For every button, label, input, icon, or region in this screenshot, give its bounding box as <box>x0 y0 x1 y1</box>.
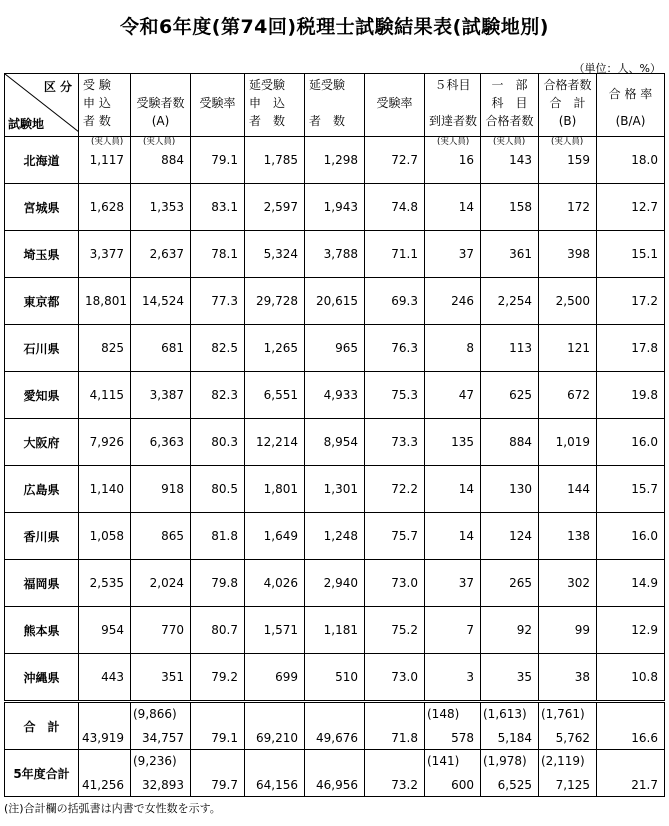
passers-cell: 1,019 <box>539 419 597 466</box>
pref-cell: 東京都 <box>5 278 79 325</box>
partial-cell: 884 <box>481 419 539 466</box>
total-applications-cell: 2,597 <box>245 184 305 231</box>
actual-label: (実人員) <box>437 137 470 147</box>
table-row <box>5 372 665 419</box>
table-row <box>5 419 665 466</box>
total-exam-rate-cell: 72.7 <box>365 137 425 184</box>
passers-cell: 138 <box>539 513 597 560</box>
exam-rate-cell: 80.5 <box>191 466 245 513</box>
exam-rate-cell: 79.8 <box>191 560 245 607</box>
pass-rate-cell: 19.8 <box>597 372 665 419</box>
passers-cell: (2,119) 7,125 <box>539 750 597 797</box>
total-examinees-cell: 2,940 <box>305 560 365 607</box>
total-examinees-cell: 8,954 <box>305 419 365 466</box>
passers-cell: 99 <box>539 607 597 654</box>
five-subjects-cell: 14 <box>425 466 481 513</box>
partial-cell: 35 <box>481 654 539 702</box>
five-subjects-cell: 47 <box>425 372 481 419</box>
applicants-cell: 4,115 <box>79 372 131 419</box>
partial-cell: 158 <box>481 184 539 231</box>
pass-rate-cell: 15.7 <box>597 466 665 513</box>
passers-cell: 121 <box>539 325 597 372</box>
header-passers: 合格者数 合 計 (B) <box>539 74 597 137</box>
total-applications-cell: 1,785 <box>245 137 305 184</box>
five-subjects-cell: 3 <box>425 654 481 702</box>
exam-rate-cell: 80.3 <box>191 419 245 466</box>
five-subjects-cell: 37 <box>425 231 481 278</box>
header-examinees: 受験者数 (A) <box>131 74 191 137</box>
header-row <box>5 74 665 137</box>
total-exam-rate-cell: 73.0 <box>365 654 425 702</box>
header-pass-rate: 合 格 率 (B/A) <box>597 74 665 137</box>
female-count: (9,866) <box>133 707 177 721</box>
total-applications-cell: 64,156 <box>245 750 305 797</box>
five-subjects-cell: 37 <box>425 560 481 607</box>
examinees-cell: 681 <box>131 325 191 372</box>
actual-label: (実人員) <box>493 137 526 147</box>
female-count: (141) <box>427 754 460 768</box>
female-count: (1,978) <box>483 754 527 768</box>
passers-cell: 2,500 <box>539 278 597 325</box>
pass-rate-cell: 16.0 <box>597 513 665 560</box>
total-examinees-cell: 46,956 <box>305 750 365 797</box>
examinees-cell: 918 <box>131 466 191 513</box>
header-total-examinees: 延受験 者 数 <box>305 74 365 137</box>
examinees-cell: 6,363 <box>131 419 191 466</box>
total-label: 合 計 <box>5 702 79 750</box>
passers-cell: 38 <box>539 654 597 702</box>
pass-rate-cell: 17.8 <box>597 325 665 372</box>
partial-cell: 625 <box>481 372 539 419</box>
applicants-cell: 18,801 <box>79 278 131 325</box>
pass-rate-cell: 16.6 <box>597 702 665 750</box>
female-count: (9,236) <box>133 754 177 768</box>
passers-cell: 672 <box>539 372 597 419</box>
pass-rate-cell: 12.7 <box>597 184 665 231</box>
pref-cell: 石川県 <box>5 325 79 372</box>
partial-cell: 2,254 <box>481 278 539 325</box>
exam-rate-cell: 83.1 <box>191 184 245 231</box>
examinees-cell: 2,637 <box>131 231 191 278</box>
total-examinees-cell: 1,298 <box>305 137 365 184</box>
female-count: (1,613) <box>483 707 527 721</box>
pref-cell: 北海道 <box>5 137 79 184</box>
five-subjects-cell: 7 <box>425 607 481 654</box>
partial-cell: (1,613) 5,184 <box>481 702 539 750</box>
five-subjects-cell: (141) 600 <box>425 750 481 797</box>
applicants-cell: 1,058 <box>79 513 131 560</box>
results-table <box>4 73 665 797</box>
total-examinees-cell: 49,676 <box>305 702 365 750</box>
actual-label: (実人員) <box>91 137 124 147</box>
total-exam-rate-cell: 75.2 <box>365 607 425 654</box>
corner-header <box>5 74 79 137</box>
passers-cell: 398 <box>539 231 597 278</box>
five-subjects-cell: (148) 578 <box>425 702 481 750</box>
exam-rate-cell: 79.2 <box>191 654 245 702</box>
applicants-cell: 3,377 <box>79 231 131 278</box>
applicants-cell: 954 <box>79 607 131 654</box>
header-exam-rate: 受験率 <box>191 74 245 137</box>
actual-label: (実人員) <box>143 137 176 147</box>
unit-label: （単位：人、%） <box>573 62 661 75</box>
total-applications-cell: 4,026 <box>245 560 305 607</box>
table-row <box>5 325 665 372</box>
header-total-applications: 延受験 申 込 者 数 <box>245 74 305 137</box>
partial-cell: (実人員) 143 <box>481 137 539 184</box>
pass-rate-cell: 16.0 <box>597 419 665 466</box>
table-row <box>5 231 665 278</box>
pref-cell: 熊本県 <box>5 607 79 654</box>
pass-rate-cell: 10.8 <box>597 654 665 702</box>
total-applications-cell: 29,728 <box>245 278 305 325</box>
five-subjects-cell: (実人員) 16 <box>425 137 481 184</box>
pass-rate-cell: 14.9 <box>597 560 665 607</box>
total-row <box>5 702 665 750</box>
examinees-cell: 3,387 <box>131 372 191 419</box>
exam-rate-cell: 77.3 <box>191 278 245 325</box>
applicants-cell: 1,628 <box>79 184 131 231</box>
total-exam-rate-cell: 73.3 <box>365 419 425 466</box>
total-applications-cell: 69,210 <box>245 702 305 750</box>
partial-cell: 130 <box>481 466 539 513</box>
partial-cell: 92 <box>481 607 539 654</box>
applicants-cell: 2,535 <box>79 560 131 607</box>
header-total-exam-rate: 受験率 <box>365 74 425 137</box>
table-row <box>5 654 665 702</box>
pass-rate-cell: 18.0 <box>597 137 665 184</box>
partial-cell: 361 <box>481 231 539 278</box>
total-examinees-cell: 1,248 <box>305 513 365 560</box>
table-row <box>5 607 665 654</box>
passers-cell: 302 <box>539 560 597 607</box>
total-applications-cell: 1,649 <box>245 513 305 560</box>
applicants-cell: 7,926 <box>79 419 131 466</box>
examinees-cell: 2,024 <box>131 560 191 607</box>
five-subjects-cell: 8 <box>425 325 481 372</box>
pref-cell: 宮城県 <box>5 184 79 231</box>
applicants-cell: 1,140 <box>79 466 131 513</box>
pref-cell: 福岡県 <box>5 560 79 607</box>
five-subjects-cell: 14 <box>425 513 481 560</box>
total-exam-rate-cell: 76.3 <box>365 325 425 372</box>
exam-rate-cell: 78.1 <box>191 231 245 278</box>
pass-rate-cell: 21.7 <box>597 750 665 797</box>
table-row <box>5 513 665 560</box>
pass-rate-cell: 15.1 <box>597 231 665 278</box>
examinees-cell: 351 <box>131 654 191 702</box>
total-examinees-cell: 3,788 <box>305 231 365 278</box>
applicants-cell: (実人員) 1,117 <box>79 137 131 184</box>
total-examinees-cell: 4,933 <box>305 372 365 419</box>
five-subjects-cell: 246 <box>425 278 481 325</box>
total-examinees-cell: 1,943 <box>305 184 365 231</box>
examinees-cell: (実人員) 884 <box>131 137 191 184</box>
five-subjects-cell: 135 <box>425 419 481 466</box>
partial-cell: (1,978) 6,525 <box>481 750 539 797</box>
table-row <box>5 278 665 325</box>
total-applications-cell: 1,801 <box>245 466 305 513</box>
applicants-cell: 43,919 <box>79 702 131 750</box>
examinees-cell: 865 <box>131 513 191 560</box>
header-partial-subjects: 一 部 科 目 合格者数 <box>481 74 539 137</box>
pass-rate-cell: 17.2 <box>597 278 665 325</box>
corner-bottom-label: 試験地 <box>8 117 45 131</box>
passers-cell: 144 <box>539 466 597 513</box>
examinees-cell: (9,236) 32,893 <box>131 750 191 797</box>
pref-cell: 広島県 <box>5 466 79 513</box>
pass-rate-cell: 12.9 <box>597 607 665 654</box>
total-examinees-cell: 20,615 <box>305 278 365 325</box>
total-exam-rate-cell: 75.3 <box>365 372 425 419</box>
pref-cell: 沖縄県 <box>5 654 79 702</box>
total-applications-cell: 1,571 <box>245 607 305 654</box>
exam-rate-cell: 79.7 <box>191 750 245 797</box>
exam-rate-cell: 80.7 <box>191 607 245 654</box>
total-exam-rate-cell: 74.8 <box>365 184 425 231</box>
passers-cell: (1,761) 5,762 <box>539 702 597 750</box>
exam-rate-cell: 82.3 <box>191 372 245 419</box>
pref-cell: 愛知県 <box>5 372 79 419</box>
header-five-subjects: ５科目 到達者数 <box>425 74 481 137</box>
table-row <box>5 560 665 607</box>
female-count: (1,761) <box>541 707 585 721</box>
five-subjects-cell: 14 <box>425 184 481 231</box>
total-applications-cell: 5,324 <box>245 231 305 278</box>
total-applications-cell: 12,214 <box>245 419 305 466</box>
female-count: (148) <box>427 707 460 721</box>
exam-rate-cell: 81.8 <box>191 513 245 560</box>
applicants-cell: 41,256 <box>79 750 131 797</box>
exam-rate-cell: 79.1 <box>191 137 245 184</box>
applicants-cell: 443 <box>79 654 131 702</box>
passers-cell: 172 <box>539 184 597 231</box>
header-applicants: 受 験 申 込 者 数 <box>79 74 131 137</box>
partial-cell: 265 <box>481 560 539 607</box>
page-title: 令和6年度(第74回)税理士試験結果表(試験地別) <box>120 16 549 38</box>
partial-cell: 113 <box>481 325 539 372</box>
examinees-cell: (9,866) 34,757 <box>131 702 191 750</box>
total-applications-cell: 699 <box>245 654 305 702</box>
passers-cell: (実人員) 159 <box>539 137 597 184</box>
prev-year-row <box>5 750 665 797</box>
total-exam-rate-cell: 71.1 <box>365 231 425 278</box>
total-examinees-cell: 1,301 <box>305 466 365 513</box>
total-applications-cell: 6,551 <box>245 372 305 419</box>
examinees-cell: 770 <box>131 607 191 654</box>
total-exam-rate-cell: 73.2 <box>365 750 425 797</box>
footnote: (注)合計欄の括弧書は内書で女性数を示す。 <box>4 802 221 815</box>
total-exam-rate-cell: 72.2 <box>365 466 425 513</box>
actual-label: (実人員) <box>551 137 584 147</box>
female-count: (2,119) <box>541 754 585 768</box>
total-exam-rate-cell: 75.7 <box>365 513 425 560</box>
examinees-cell: 1,353 <box>131 184 191 231</box>
table-row <box>5 466 665 513</box>
exam-rate-cell: 82.5 <box>191 325 245 372</box>
total-exam-rate-cell: 71.8 <box>365 702 425 750</box>
total-exam-rate-cell: 73.0 <box>365 560 425 607</box>
total-applications-cell: 1,265 <box>245 325 305 372</box>
examinees-cell: 14,524 <box>131 278 191 325</box>
pref-cell: 大阪府 <box>5 419 79 466</box>
table-row <box>5 137 665 184</box>
total-examinees-cell: 965 <box>305 325 365 372</box>
total-examinees-cell: 510 <box>305 654 365 702</box>
applicants-cell: 825 <box>79 325 131 372</box>
total-examinees-cell: 1,181 <box>305 607 365 654</box>
pref-cell: 埼玉県 <box>5 231 79 278</box>
table-row <box>5 184 665 231</box>
corner-top-label: 区 分 <box>43 80 72 94</box>
total-exam-rate-cell: 69.3 <box>365 278 425 325</box>
pref-cell: 香川県 <box>5 513 79 560</box>
prev-year-label: 5年度合計 <box>5 750 79 797</box>
partial-cell: 124 <box>481 513 539 560</box>
exam-rate-cell: 79.1 <box>191 702 245 750</box>
